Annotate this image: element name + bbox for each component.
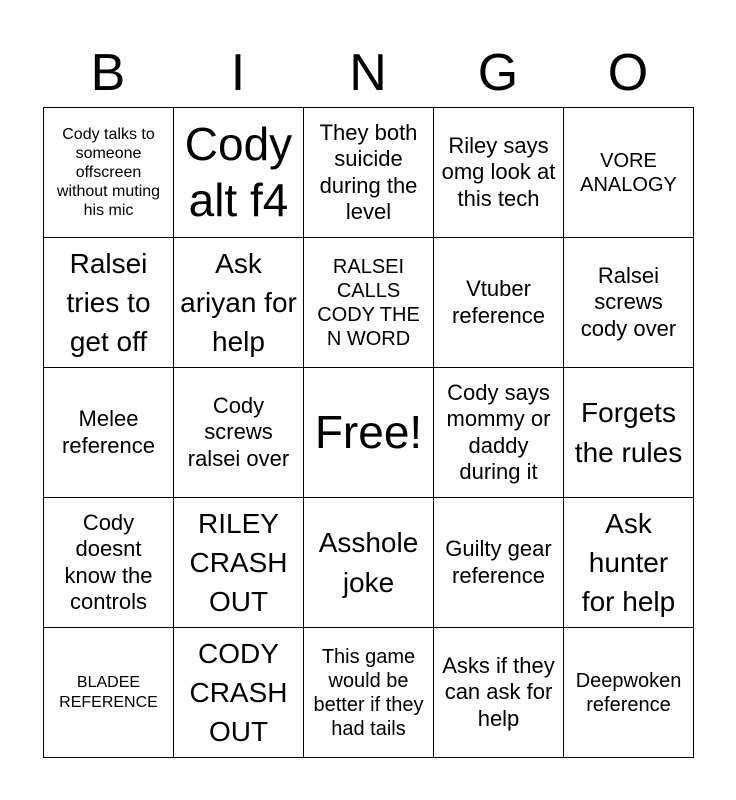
bingo-cell-text: Riley says omg look at this tech — [441, 132, 556, 211]
bingo-cell-text: Cody doesnt know the controls — [64, 509, 153, 614]
bingo-cell-text: Cody talks to someone offscreen without muting his mic — [56, 125, 161, 220]
bingo-cell-text: Ask ariyan for help — [180, 247, 297, 358]
bingo-cell-r2-c4[interactable] — [434, 238, 564, 368]
bingo-cell-r4-c1[interactable] — [44, 498, 174, 628]
bingo-cell-text: Asks if they can ask for help — [442, 652, 555, 731]
bingo-cell-text: Vtuber reference — [452, 276, 545, 328]
bingo-cell-r3-c5[interactable] — [564, 368, 694, 498]
bingo-cell-text: CODY CRASH OUT — [189, 637, 288, 748]
bingo-cell-text: Cody alt f4 — [184, 118, 293, 226]
header-letter-b: B — [90, 44, 126, 102]
bingo-cell-r1-c4[interactable] — [434, 108, 564, 238]
bingo-cell-text: Forgets the rules — [574, 397, 683, 468]
bingo-cell-text: Asshole joke — [318, 527, 419, 598]
bingo-cell-text: Deepwoken reference — [575, 669, 682, 716]
bingo-cell-r2-c3[interactable] — [304, 238, 434, 368]
bingo-cell-r3-c4[interactable] — [434, 368, 564, 498]
bingo-cell-text: Free! — [314, 405, 423, 458]
bingo-cell-r4-c2[interactable] — [174, 498, 304, 628]
bingo-cell-r5-c4[interactable] — [434, 628, 564, 758]
bingo-cell-r2-c2[interactable] — [174, 238, 304, 368]
bingo-cell-text: Melee reference — [62, 406, 155, 458]
bingo-cell-r2-c1[interactable] — [44, 238, 174, 368]
bingo-cell-text: Ralsei tries to get off — [66, 247, 151, 358]
bingo-cell-text: Ralsei screws cody over — [580, 262, 677, 341]
bingo-grid — [43, 107, 694, 758]
bingo-cell-text: RILEY CRASH OUT — [189, 507, 288, 618]
bingo-cell-text: BLADEE REFERENCE — [59, 674, 158, 711]
bingo-cell-r3-c2[interactable] — [174, 368, 304, 498]
bingo-cell-r4-c5[interactable] — [564, 498, 694, 628]
bingo-cell-r3-c1[interactable] — [44, 368, 174, 498]
bingo-cell-r5-c5[interactable] — [564, 628, 694, 758]
bingo-cell-r1-c3[interactable] — [304, 108, 434, 238]
header-letter-i: I — [230, 44, 246, 102]
bingo-header — [43, 38, 693, 108]
bingo-cell-text: Cody says mommy or daddy during it — [446, 379, 551, 484]
bingo-cell-r5-c2[interactable] — [174, 628, 304, 758]
header-letter-n: N — [349, 44, 387, 102]
header-letter-o: O — [607, 44, 649, 102]
bingo-cell-text: Cody screws ralsei over — [187, 392, 290, 471]
bingo-cell-r1-c1[interactable] — [44, 108, 174, 238]
bingo-cell-text: This game would be better if they had tails — [313, 645, 424, 740]
bingo-cell-text: VORE ANALOGY — [580, 149, 677, 196]
bingo-cell-text: Guilty gear reference — [445, 536, 552, 588]
header-letter-g: G — [477, 44, 519, 102]
free-space-cell[interactable] — [304, 368, 434, 498]
bingo-cell-text: Ask hunter for help — [581, 507, 676, 618]
bingo-cell-r4-c3[interactable] — [304, 498, 434, 628]
bingo-cell-r1-c2[interactable] — [174, 108, 304, 238]
bingo-cell-r5-c1[interactable] — [44, 628, 174, 758]
bingo-cell-text: RALSEI CALLS CODY THE N WORD — [317, 255, 420, 350]
bingo-cell-r4-c4[interactable] — [434, 498, 564, 628]
bingo-cell-r5-c3[interactable] — [304, 628, 434, 758]
bingo-cell-r1-c5[interactable] — [564, 108, 694, 238]
bingo-cell-r2-c5[interactable] — [564, 238, 694, 368]
bingo-cell-text: They both suicide during the level — [319, 119, 418, 224]
